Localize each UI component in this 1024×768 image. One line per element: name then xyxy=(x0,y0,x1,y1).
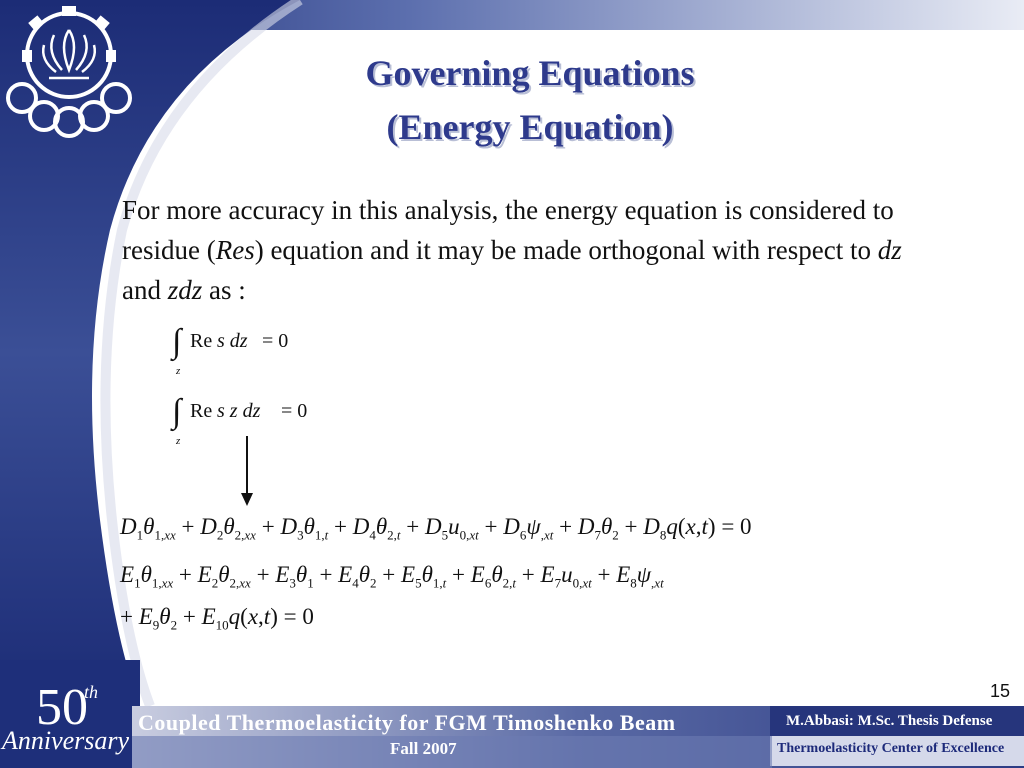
svg-text:∫: ∫ xyxy=(172,323,182,360)
paragraph-text: as : xyxy=(202,275,246,305)
equation-line-3: + $E_9\theta_2 + E_{10}q(x,t) = 0$ xyxy=(120,604,314,633)
dz-term: dz xyxy=(877,235,902,265)
anniversary-suffix: th xyxy=(84,682,99,702)
svg-text:z: z xyxy=(176,365,181,377)
equation-line-2: $E_1\theta_{1,xx} + E_2\theta_{2,xx} + E_3\theta_1 + E_4\theta_2 + E_5\theta_{1,t} + E_6\theta_{2,t} + E_7u_{0,xt} + E_8\psi_{,xt}$ xyxy=(120,562,664,591)
svg-text:z: z xyxy=(176,435,181,447)
slide-title-line2: (Energy Equation) xyxy=(386,107,674,147)
svg-text:Re: Re xyxy=(190,400,213,422)
footer-author: M.Abbasi: M.Sc. Thesis Defense xyxy=(786,713,993,729)
svg-text:Re: Re xyxy=(190,330,213,352)
footer-center: Thermoelasticity Center of Excellence xyxy=(777,741,1005,756)
anniversary-word: Anniversary xyxy=(2,726,130,755)
page-number: 15 xyxy=(990,681,1011,701)
equation-line-1: $D_1\theta_{1,xx} + D_2\theta_{2,xx} + D_3\theta_{1,t} + D_4\theta_{2,t} + D_5u_{0,xt} + D_6\psi_{,xt} + D_7\theta_2 + D_8q(x,t) = 0$ xyxy=(120,514,752,543)
paragraph-text: For more accuracy in this analysis, the energy equation is considered to residue ( xyxy=(122,195,894,265)
svg-text:= 0: = 0 xyxy=(281,400,308,422)
slide-title-line1: Governing Equations xyxy=(365,53,695,93)
footer-term: Fall 2007 xyxy=(390,739,457,758)
zdz-term: zdz xyxy=(167,275,203,305)
footer-title: Coupled Thermoelasticity for FGM Timoshenko Beam xyxy=(138,710,676,735)
svg-text:s dz: s dz xyxy=(217,330,248,352)
svg-text:s z dz: s z dz xyxy=(217,400,261,422)
university-gear-logo-icon xyxy=(4,0,134,140)
anniversary-number: 50 xyxy=(36,679,88,736)
paragraph-text: and xyxy=(122,275,168,305)
body-paragraph xyxy=(122,190,922,310)
svg-text:= 0: = 0 xyxy=(262,330,289,352)
svg-text:∫: ∫ xyxy=(172,393,182,430)
res-term: Res xyxy=(215,235,255,265)
paragraph-text: ) equation and it may be made orthogonal with respect to xyxy=(254,235,878,265)
